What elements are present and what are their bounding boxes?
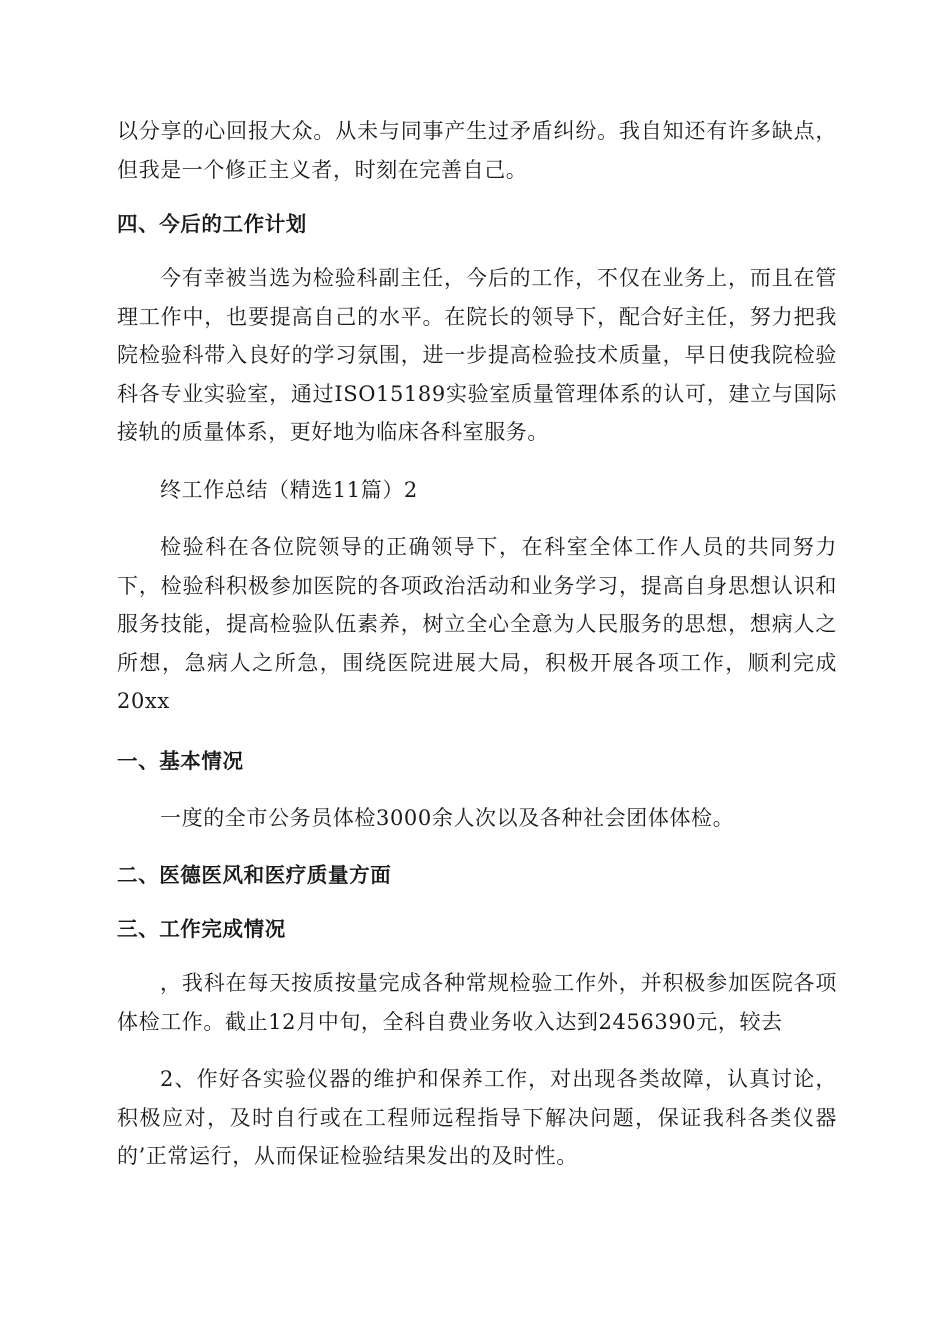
document-body — [117, 112, 837, 1176]
paragraph-self-assessment: 以分享的心回报大众。从未与同事产生过矛盾纠纷。我自知还有许多缺点，但我是一个修正主义者，时刻在完善自己。 — [117, 119, 837, 182]
heading-future-plan: 四、今后的工作计划 — [117, 212, 307, 236]
paragraph-equipment-maintenance: 2、作好各实验仪器的维护和保养工作，对出现各类故障，认真讨论，积极应对，及时自行或在工程师远程指导下解决问题，保证我科各类仪器的’正常运行，从而保证检验结果发出的及时性。 — [117, 1067, 837, 1168]
section-subtitle: 终工作总结（精选11篇）2 — [160, 477, 418, 502]
paragraph-work-completion: ，我科在每天按质按量完成各种常规检验工作外，并积极参加医院各项体检工作。截止12月中旬，全科自费业务收入达到2456390元，较去 — [117, 971, 837, 1034]
paragraph-lab-overview: 检验科在各位院领导的正确领导下，在科室全体工作人员的共同努力下，检验科积极参加医院的各项政治活动和业务学习，提高自身思想认识和服务技能，提高检验队伍素养，树立全心全意为人民服务的思想，想病人之所想，急病人之所急，围绕医院进展大局，积极开展各项工作，顺利完成20xx — [117, 535, 837, 713]
heading-medical-ethics: 二、医德医风和医疗质量方面 — [117, 863, 392, 887]
heading-basic-situation: 一、基本情况 — [117, 748, 244, 773]
heading-work-completion: 三、工作完成情况 — [117, 917, 286, 941]
paragraph-future-plan: 今有幸被当选为检验科副主任，今后的工作，不仅在业务上，而且在管理工作中，也要提高自己的水平。在院长的领导下，配合好主任，努力把我院检验科带入良好的学习氛围，进一步提高检验技术质量，早日使我院检验科各专业实验室，通过ISO15189实验室质量管理体系的认可，建立与国际接轨的质量体系，更好地为临床各科室服务。 — [117, 266, 837, 444]
paragraph-basic-situation: 一度的全市公务员体检3000余人次以及各种社会团体体检。 — [160, 805, 735, 830]
